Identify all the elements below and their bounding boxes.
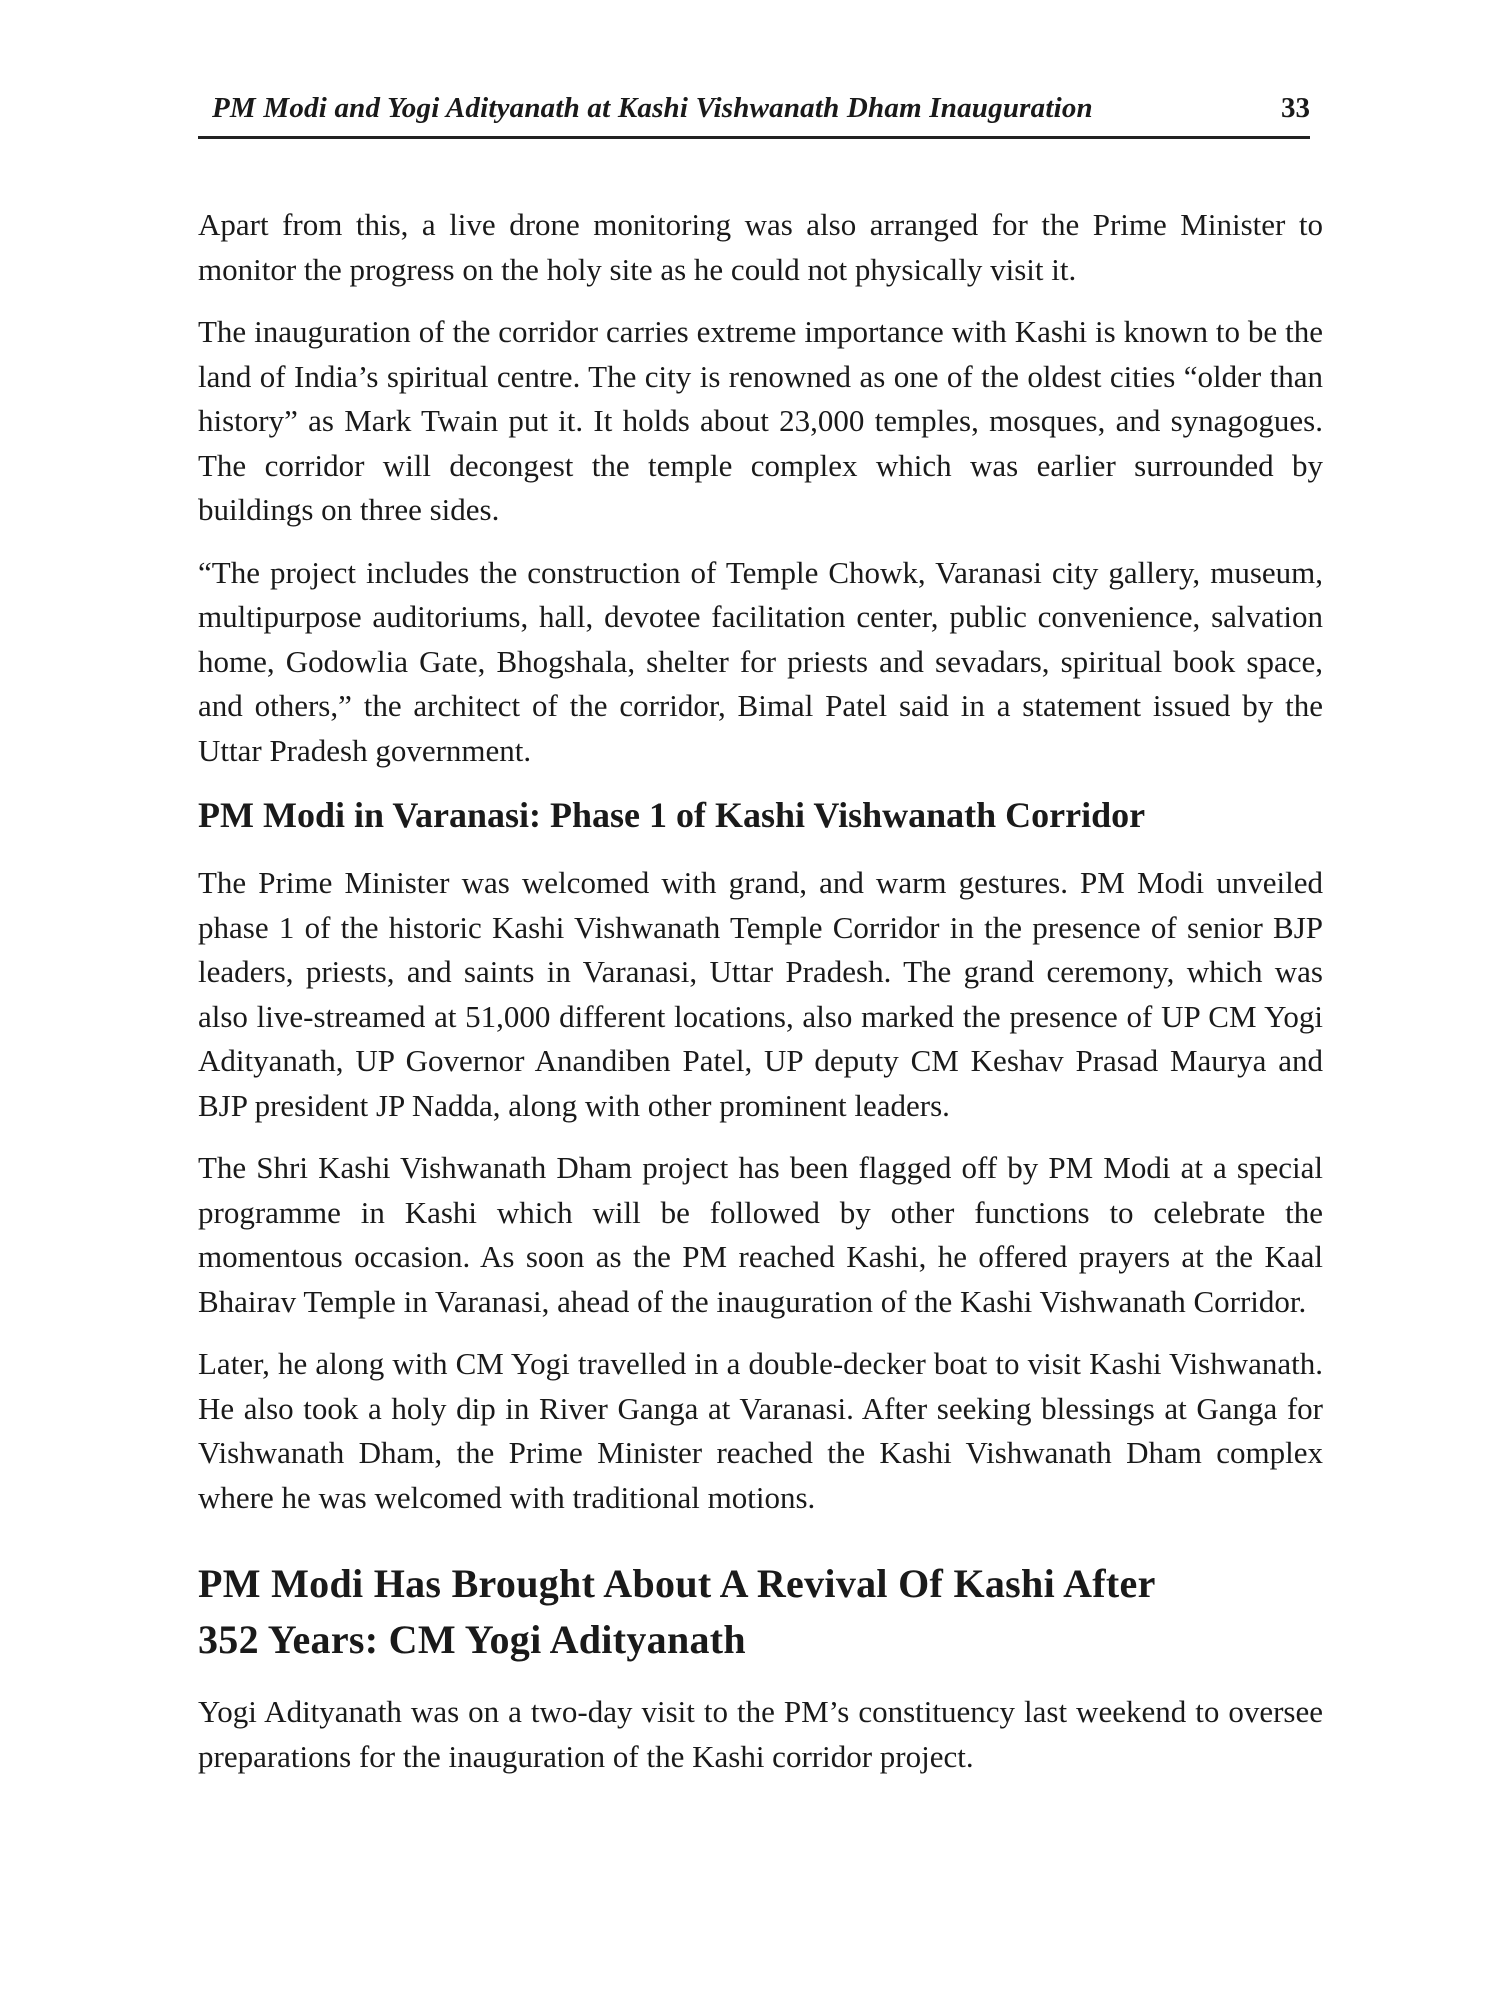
page-body [198,203,1323,1797]
paragraph-welcome: The Prime Minister was welcomed with grand, and warm gestures. PM Modi unveiled phase 1 of the historic Kashi Vishwanath Temple Corridor in the presence of senior BJP leaders, priests, and saints in Varanasi, Uttar Pradesh. The grand ceremony, which was also live-streamed at 51,000 different locations, also marked the presence of UP CM Yogi Adityanath, UP Governor Anandiben Patel, UP deputy CM Keshav Prasad Maurya and BJP president JP Nadda, along with other prominent leaders. [198,865,1323,1123]
running-header [198,84,1310,139]
section-heading-revival: PM Modi Has Brought About A Revival Of Kashi After 352 Years: CM Yogi Adityanath [198,1561,1155,1662]
paragraph-drone-monitoring: Apart from this, a live drone monitoring was also arranged for the Prime Minister to monitor the progress on the holy site as he could not physically visit it. [198,207,1323,287]
paragraph-project-quote: “The project includes the construction of Temple Chowk, Varanasi city gallery, museum, multipurpose auditoriums, hall, devotee facilitation center, public convenience, salvation home, Godowlia Gate, Bhogshala, shelter for priests and sevadars, spiritual book space, and others,” the architect of the corridor, Bimal Patel said in a statement issued by the Uttar Pradesh government. [198,554,1323,768]
paragraph-yogi-visit: Yogi Adityanath was on a two-day visit to the PM’s constituency last weekend to oversee preparations for the inauguration of the Kashi corridor project. [198,1694,1323,1774]
paragraph-corridor-importance: The inauguration of the corridor carries extreme importance with Kashi is known to be the land of India’s spiritual centre. The city is renowned as one of the oldest cities “older than history” as Mark Twain put it. It holds about 23,000 temples, mosques, and synagogues. The corridor will decongest the temple complex which was earlier surrounded by buildings on three sides. [198,314,1323,527]
running-title: PM Modi and Yogi Adityanath at Kashi Vishwanath Dham Inauguration [212,92,1093,124]
paragraph-flagged-off: The Shri Kashi Vishwanath Dham project has been flagged off by PM Modi at a special programme in Kashi which will be followed by other functions to celebrate the momentous occasion. As soon as the PM reached Kashi, he offered prayers at the Kaal Bhairav Temple in Varanasi, ahead of the inauguration of the Kashi Vishwanath Corridor. [198,1150,1323,1319]
paragraph-boat-visit: Later, he along with CM Yogi travelled in a double-decker boat to visit Kashi Vishwanath. He also took a holy dip in River Ganga at Varanasi. After seeking blessings at Ganga for Vishwanath Dham, the Prime Minister reached the Kashi Vishwanath Dham complex where he was welcomed with traditional motions. [198,1346,1323,1515]
section-heading-phase-1: PM Modi in Varanasi: Phase 1 of Kashi Vishwanath Corridor [198,795,1146,835]
page-number: 33 [1281,92,1310,124]
